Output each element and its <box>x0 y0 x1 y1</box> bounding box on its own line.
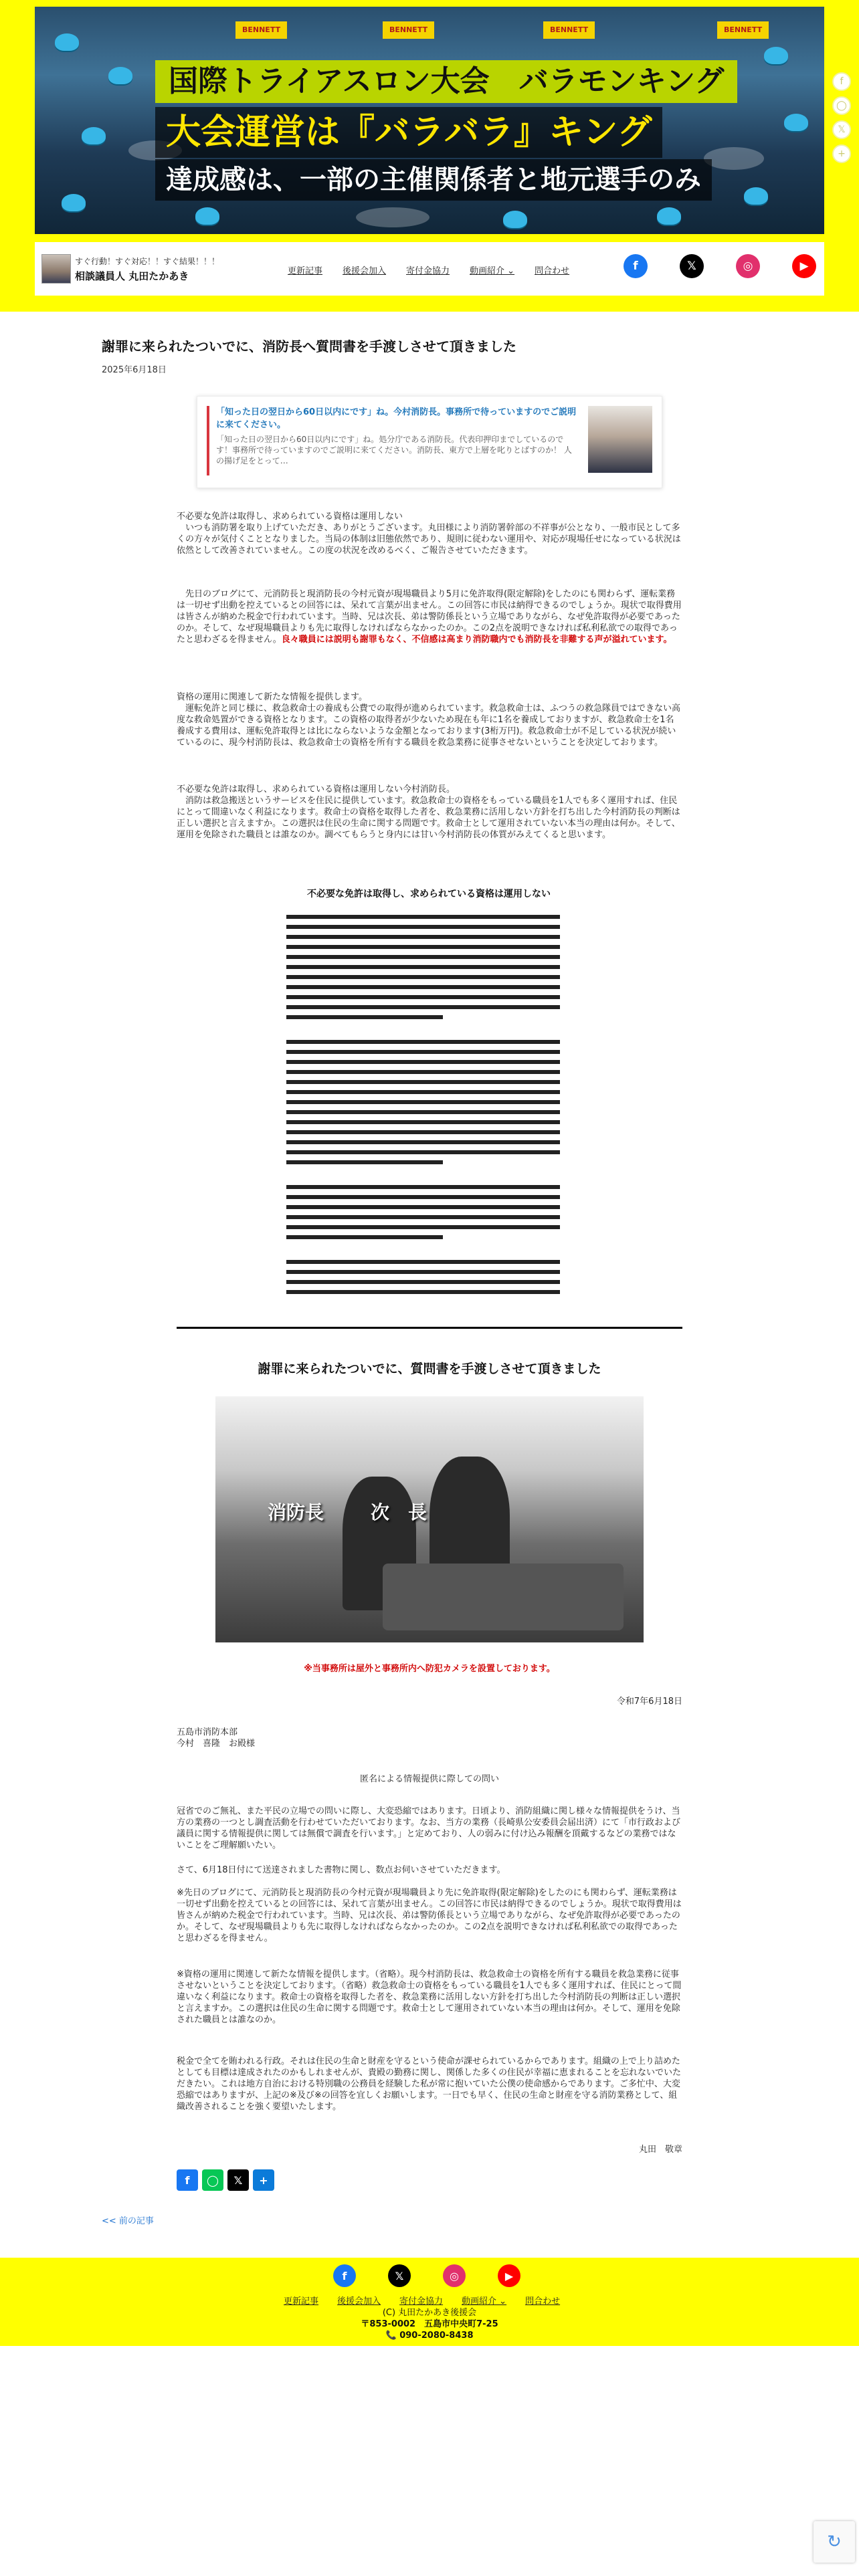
menu-item-supporters[interactable]: 後援会加入 <box>343 266 387 276</box>
document-text-line <box>286 1110 560 1114</box>
buoy-banner: BENNETT <box>383 21 434 39</box>
recaptcha-icon[interactable]: ↻ <box>814 2521 855 2563</box>
embedded-post-excerpt: 「知った日の翌日から60日以内にです」ね。処分庁である消防長。代表印押印までしているのです！事務所で待っていますのでご説明に来てください。消防長、東方で上層を叱りとばすのか！ 人の揚げ足をとって… <box>216 435 572 465</box>
document-text-line <box>286 995 560 999</box>
embedded-post-thumbnail[interactable] <box>588 406 652 473</box>
menu-item-contact[interactable]: 問合わせ <box>535 266 570 276</box>
swimmer-cap <box>82 127 106 144</box>
document-text-line <box>286 1185 560 1189</box>
document-text-line <box>286 965 560 969</box>
x-icon[interactable]: 𝕏 <box>832 120 851 139</box>
footer-menu-contact[interactable]: 問合わせ <box>525 2296 561 2306</box>
header-social <box>624 254 816 278</box>
meeting-photo <box>215 1396 644 1642</box>
document-text-line <box>286 1080 560 1084</box>
document-text-line <box>286 1130 560 1134</box>
swimmer-cap <box>62 194 86 211</box>
site-tagline: すぐ行動！すぐ対応！！すぐ結果！！！ <box>75 256 220 266</box>
embedded-post-card[interactable] <box>197 396 662 488</box>
site-navigation <box>35 242 824 296</box>
embedded-post-title[interactable]: 「知った日の翌日から60日以内にです」ね。今村消防長。事務所で待っていますのでご説明に来てください。 <box>216 407 577 430</box>
highlight-text: 良々職員には説明も謝罪もなく、不信感は高まり消防職内でも消防長を非難する声が溢れています。 <box>281 635 672 645</box>
plus-share-icon[interactable]: + <box>832 144 851 163</box>
main-menu <box>288 263 569 276</box>
paragraph-heading: 不必要な免許は取得し、求められている資格は運用しない今村消防長。 <box>177 784 456 794</box>
recipient-org: 五島市消防本部 <box>177 1727 238 1737</box>
footer-phone: 📞 090-2080-8438 <box>385 2331 474 2341</box>
previous-post-link[interactable]: << 前の記事 <box>102 2216 154 2226</box>
footer-info <box>0 2307 859 2341</box>
buoy-banner: BENNETT <box>235 21 287 39</box>
instagram-icon[interactable]: ◎ <box>443 2264 466 2287</box>
swimmer-cap <box>744 187 768 205</box>
document-text-line <box>286 955 560 959</box>
footer-menu-videos[interactable]: 動画紹介 ⌄ <box>462 2296 507 2306</box>
swimmer-cap <box>764 47 788 64</box>
swimmer-cap <box>55 33 79 51</box>
x-icon[interactable]: 𝕏 <box>388 2264 411 2287</box>
buoy-banner: BENNETT <box>717 21 769 39</box>
document-text-line <box>286 1150 560 1154</box>
water-splash <box>704 147 764 170</box>
footer-menu-supporters[interactable]: 後援会加入 <box>337 2296 381 2306</box>
article-section <box>177 588 682 645</box>
post-title: 謝罪に来られたついでに、消防長へ質問書を手渡しさせて頂きました <box>102 338 516 354</box>
document-text-line <box>286 1215 560 1219</box>
letter-paragraph: ※資格の運用に関連して新たな情報を提供します。（省略）。現今村消防長は、救急救命士の資格を所有する職員を救急業務に従事させないということを決定しております。（省略）救急救命士の資格をもっている職員を1人でも多く運用すれば、住民にとって間違いなく利益になります。救命士の資格を取得した者を、救急業務に活用しない方針を打ち出した今村消防長の判断は正しい選択と言えますか。この選択は住民の生命に関する問題です。救命士として運用されていない本当の理由は何か。そして、運用を免除された職員とは誰なのか。 <box>177 1969 682 2025</box>
document-text-line <box>286 975 560 979</box>
photo-label-chief: 消防長 <box>268 1501 324 1523</box>
recipient-name: 今村 喜隆 お殿様 <box>177 1739 256 1749</box>
instagram-icon[interactable]: ◎ <box>736 254 760 278</box>
letter-paragraph: 税金で全てを賄われる行政。それは住民の生命と財産を守るという使命が課せられているからであります。組織の上で上り詰めたとしても目標は達成されたのかもしれませんが、貴殿の勤務に関し、関係した多くの住民が幸福に恵まれることを忘れないでいただきたい。これは地方自治における特別職の公務員を経験した私が常に抱いていた公僕の使命感からであります。ご多忙中、大変恐縮ではありますが、上記の※及び※の回答を宜しくお願いします。一日でも早く、住民の生命と財産を守る消防業務として、組織改善されることを強く要望いたします。 <box>177 2056 682 2112</box>
swimmer-cap <box>784 114 808 131</box>
footer-social <box>333 2264 520 2287</box>
x-icon[interactable]: 𝕏 <box>227 2169 249 2191</box>
plus-share-icon[interactable]: + <box>253 2169 274 2191</box>
section-title: 謝罪に来られたついでに、質問書を手渡しさせて頂きました <box>258 1362 601 1376</box>
photo-caption: ※当事務所は屋外と事務所内へ防犯カメラを設置しております。 <box>304 1664 555 1674</box>
x-icon[interactable]: 𝕏 <box>680 254 704 278</box>
document-text-line <box>286 1060 560 1064</box>
letter-recipient <box>177 1727 682 1749</box>
paragraph-heading: 不必要な免許は取得し、求められている資格は運用しない <box>177 512 403 522</box>
meeting-table <box>383 1564 624 1630</box>
footer-menu-donation[interactable]: 寄付金協力 <box>399 2296 444 2306</box>
line-icon[interactable]: ◯ <box>202 2169 223 2191</box>
document-text-line <box>286 945 560 949</box>
footer-copyright: (C) 丸田たかあき後援会 <box>382 2308 477 2318</box>
document-text-line <box>286 1140 560 1144</box>
paragraph-text: 先日のブログにて、元消防長と現消防長の今村元資が現場職員より5月に免許取得(限定解除)をしたのにも関わらず、運転業務は一切せず出動を控えているとの回答には、呆れて言葉が出ません。この回答に市民は納得できるのでしょうか。現状で取得費用は皆さんが納めた税金で行われています。当時、兄は次長、弟は警防係長という立場でありながら、なぜ免許取得が必要であったのか。そして、なぜ現場職員よりも先に取得しなければならなかったのか。この2点を説明できなければ私利私欲での取得であったと思わざるを得ません。 <box>177 589 682 645</box>
document-text-line <box>286 1015 443 1019</box>
footer-address: 〒853-0002 五島市中央町7-25 <box>361 2319 498 2329</box>
swimmer-cap <box>657 207 681 225</box>
document-title: 不必要な免許は取得し、求められている資格は運用しない <box>307 889 551 899</box>
letter-paragraph: 冠省でのご無礼、また平民の立場での問いに際し、大変恐縮ではあります。日頃より、消防組織に関し様々な情報提供をうけ、当方の業務の一つとし調査活動を行わせていただいております。なお、当方の業務（長崎県公安委員会届出済）にて「市行政および議員に関する情報提供に関しては無償で調査を行います。」と定めており、人の弱みに付け込み報酬を頂戴するなどの業務ではないことをご理解願いたい。 <box>177 1806 680 1850</box>
site-brand[interactable] <box>41 254 219 284</box>
footer-menu <box>284 2294 560 2306</box>
article-section <box>177 784 682 841</box>
facebook-icon[interactable]: f <box>832 72 851 91</box>
document-text-line <box>286 1205 560 1209</box>
letter-subject: 匿名による情報提供に際しての問い <box>359 1774 499 1784</box>
document-text-line <box>286 925 560 929</box>
share-buttons <box>177 2169 274 2191</box>
facebook-icon[interactable]: f <box>624 254 648 278</box>
menu-item-videos[interactable]: 動画紹介 ⌄ <box>470 266 515 276</box>
avatar <box>41 254 71 284</box>
swimmer-cap <box>503 211 527 228</box>
article-section <box>177 511 682 556</box>
letter-date: 令和7年6月18日 <box>616 1697 682 1707</box>
line-icon[interactable]: ◯ <box>832 96 851 115</box>
document-text-line <box>286 1225 560 1229</box>
document-text-line <box>286 1070 560 1074</box>
hero-title: 国際トライアスロン大会 バラモンキング <box>155 60 737 103</box>
document-text-line <box>286 1290 560 1294</box>
post-date: 2025年6月18日 <box>102 365 167 375</box>
document-text-line <box>286 1195 560 1199</box>
document-text-line <box>286 1005 560 1009</box>
floating-share-bar <box>832 72 851 163</box>
swimmer-cap <box>195 207 219 225</box>
youtube-icon[interactable]: ▶ <box>792 254 816 278</box>
letter-paragraph: ※先日のブログにて、元消防長と現消防長の今村元資が現場職員より先に免許取得(限定解除)をしたのにも関わらず、運転業務は一切せず出動を控えているとの回答には、呆れて言葉が出ません。この回答に市民は納得できるのでしょうか。現状で取得費用は皆さんが納めた税金で行われています。当時、兄は次長、弟は警防係長という立場でありながら、なぜ免許取得が必要であったのか。そして、なぜ現場職員よりも先に取得しなければならなかったのか。この2点を説明できなければ私利私欲での取得であったと思わざるを得ません。 <box>177 1888 682 1943</box>
site-footer <box>0 2258 859 2346</box>
card-accent-bar <box>207 406 209 475</box>
photo-label-deputy: 次 長 <box>371 1501 427 1523</box>
hero-banner <box>35 7 824 234</box>
swimmer-cap <box>108 67 132 84</box>
letter-paragraph: さて、6月18日付にて送達されました書物に関し、数点お伺いさせていただきます。 <box>177 1865 506 1875</box>
water-splash <box>356 207 430 227</box>
paragraph-text: 消防は救急搬送というサービスを住民に提供しています。救急救命士の資格をもっている職員を1人でも多く運用すれば、住民にとって間違いなく利益になります。救命士の資格を取得した者を、救急業務に活用しない方針を打ち出した今村消防長の判断は正しい選択と言えますか。この選択は住民の生命に関する問題です。救命士として運用されていない本当の理由は何か。そして、運用を免除された職員とは誰なのか。調べてもらうと身内には甘い今村消防長の体質がみえてくると思います。 <box>177 796 680 840</box>
paragraph-text: 運転免許と同じ様に、救急救命士の養成も公費での取得が進められています。救急救命士は、ふつうの救急隊員ではできない高度な救命処置ができる資格となります。この資格の取得者が少ないため現在も年に1名を養成しておりますが、救急救命士を1名養成する費用は、運転免許取得とは比にならないような金額となっております(3桁万円)。救急救命士が不足している状況が続いているのに、現今村消防長は、救急救命士の資格を所有する職員を救急業務に従事させないということを決定しております。 <box>177 704 680 748</box>
footer-menu-updates[interactable]: 更新記事 <box>284 2296 319 2306</box>
document-text-line <box>286 1120 560 1124</box>
document-text-line <box>286 1280 560 1284</box>
facebook-icon[interactable]: f <box>333 2264 356 2287</box>
menu-item-donation[interactable]: 寄付金協力 <box>406 266 450 276</box>
document-text-line <box>286 1260 560 1264</box>
document-text-line <box>286 1050 560 1054</box>
document-text-line <box>286 1160 443 1164</box>
site-name: 相談議員人 丸田たかあき <box>75 270 189 282</box>
buoy-banner: BENNETT <box>543 21 595 39</box>
document-text-line <box>286 1270 560 1274</box>
document-text-line <box>286 1235 443 1239</box>
section-divider <box>177 1327 682 1329</box>
document-text-line <box>286 915 560 919</box>
hero-headline: 大会運営は『バラバラ』キング <box>155 107 662 158</box>
letter-signature: 丸田 敬章 <box>638 2145 682 2155</box>
scanned-document-image <box>281 881 577 1305</box>
youtube-icon[interactable]: ▶ <box>498 2264 520 2287</box>
document-text-line <box>286 935 560 939</box>
document-text-line <box>286 1090 560 1094</box>
facebook-icon[interactable]: f <box>177 2169 198 2191</box>
document-text-line <box>286 985 560 989</box>
article-section <box>177 691 682 748</box>
menu-item-updates[interactable]: 更新記事 <box>288 266 323 276</box>
paragraph-text: いつも消防署を取り上げていただき、ありがとうございます。丸田様により消防署幹部の不祥事が公となり、一般市民として多くの方々が気付くこととなりました。当局の体制は旧態依然であり、規則に従わない運用や、対応が現場任せになっている状況は依然として改善されていません。この度の状況を改めるべく、ご報告させていただきます。 <box>177 523 681 556</box>
document-text-line <box>286 1040 560 1044</box>
paragraph-heading: 資格の運用に関連して新たな情報を提供します。 <box>177 692 367 702</box>
document-text-line <box>286 1100 560 1104</box>
hero-subheadline: 達成感は、一部の主催関係者と地元選手のみ <box>155 159 712 201</box>
